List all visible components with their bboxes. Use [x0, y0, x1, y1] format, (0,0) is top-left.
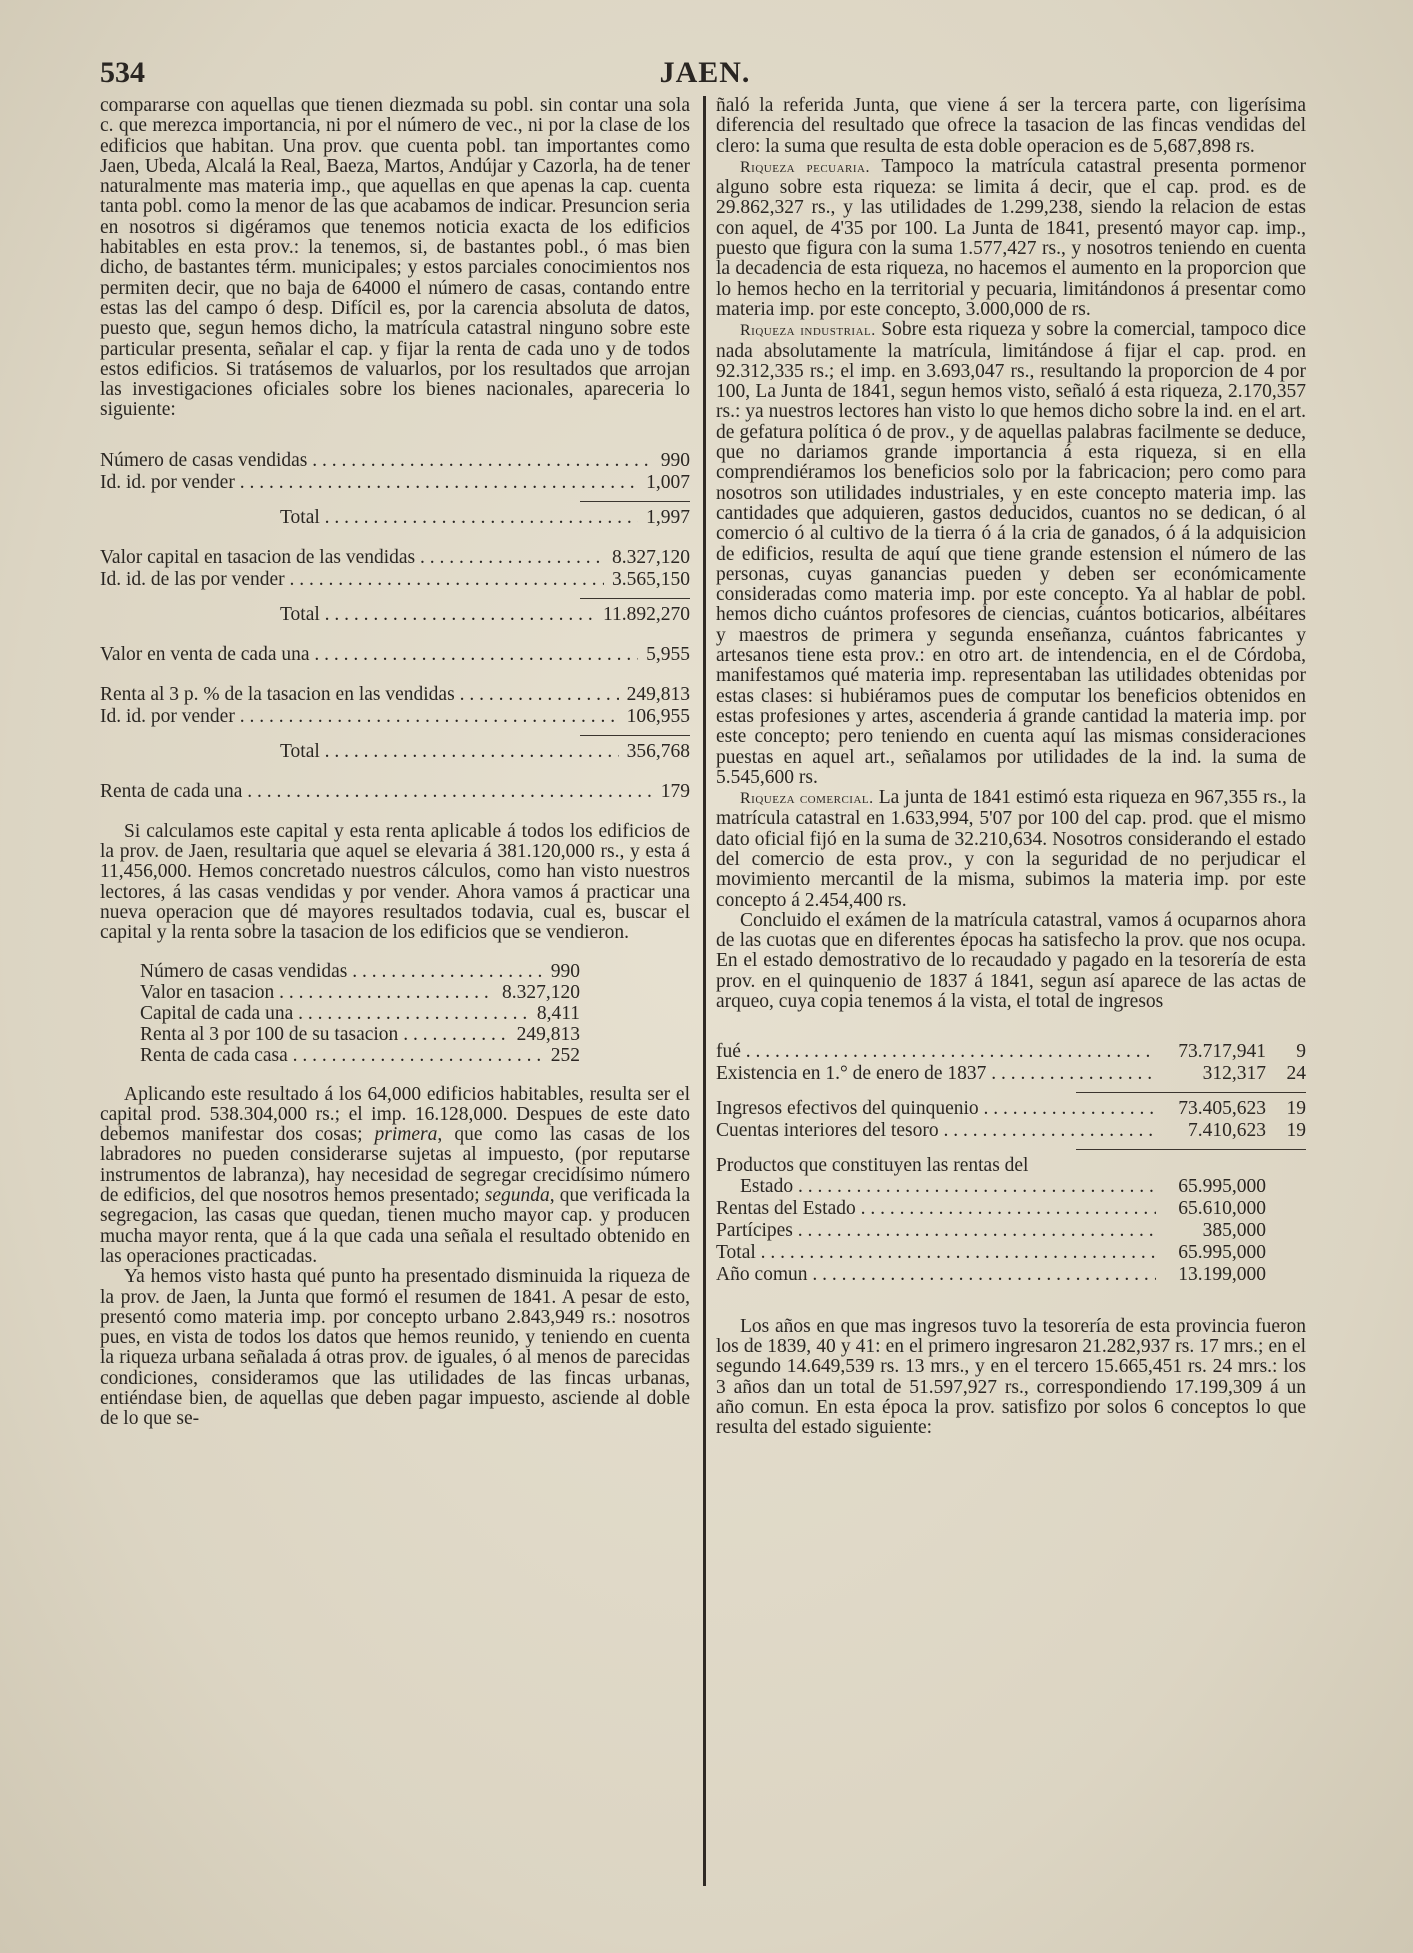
- table-row: fué . . . 73.717,941 9: [716, 1042, 1306, 1064]
- page-title: JAEN.: [659, 56, 751, 89]
- sum-rule: [1076, 1092, 1306, 1093]
- table-row: Existencia en 1.° de enero de 1837 . . . 312,317 24: [716, 1064, 1306, 1086]
- left-column: [100, 96, 690, 1430]
- table-row: Año comun . . . 13.199,000: [716, 1265, 1306, 1287]
- treasury-income-table: [716, 1042, 1306, 1150]
- table-heading: Productos que constituyen las rentas del: [716, 1155, 1029, 1177]
- right-column: [716, 96, 1306, 1438]
- table-row: Ingresos efectivos del quinquenio . . . 73.405,623 19: [716, 1099, 1306, 1121]
- paragraph: Si calculamos este capital y esta renta aplicable á todos los edificios de la prov. de Jaen, resultaria que aquel se elevaria á 381.120,000 rs., y esta á 11,456,000. Hemos concretado nuestros cálculos, como han visto nuestros lectores, á las casas vendidas y por vender. Ahora vamos á practicar una nueva operacion que dé mayores resultados todavia, cual es, buscar el capital y la renta sobre la tasacion de los edificios que se vendieron.: [100, 820, 690, 944]
- table-row: Id. id. por vender . . . 106,955: [100, 707, 690, 729]
- rent-table: [100, 685, 690, 764]
- paragraph: ñaló la referida Junta, que viene á ser la tercera parte, con ligerísima diferencia del resultado que ofrece la tasacion de las fincas vendidas del clero: la suma que resulta de esta doble operacion es de 5,687,898 rs.: [716, 95, 1306, 157]
- houses-count-table: [100, 451, 690, 530]
- table-row: Estado . . . 65.995,000: [716, 1177, 1306, 1199]
- table-row: Valor capital en tasacion de las vendidas . . . 8.327,120: [100, 548, 690, 570]
- table-row: Renta al 3 p. % de la tasacion en las vendidas . . . 249,813: [100, 685, 690, 707]
- paragraph: Ya hemos visto hasta qué punto ha presentado disminuida la riqueza de la prov. de Jaen, la Junta que formó el resumen de 1841. A pesar de esto, presentó como materia imp. por concepto urbano 2.843,949 rs.: nosotros pues, en vista de todos los datos que hemos reunido, y teniendo en cuenta la riqueza urbana señalada á otras prov. de iguales, ó al menos de parecidas condiciones, consideramos que las utilidades de las fincas urbanas, entiéndase bien, de aquellas que deben pagar impuesto, asciende al doble de lo que se-: [100, 1266, 690, 1430]
- sum-rule: [580, 501, 690, 502]
- page-number: 534: [100, 56, 145, 89]
- table-row: Valor en tasacion . . . 8.327,120: [140, 983, 580, 1004]
- table-row: Valor en venta de cada una . . . 5,955: [100, 645, 690, 667]
- paragraph: compararse con aquellas que tienen diezmada su pobl. sin contar una sola c. que merezca importancia, ni por el número de vec., ni por la clase de los edificios que habitan. Una prov. que cuenta pobl. tan importantes como Jaen, Ubeda, Alcalá la Real, Baeza, Martos, Andújar y Cazorla, ha de tener naturalmente mas materia imp., que aquellas en que apenas la cap. cuenta tanta pobl. como la menor de las que acabamos de indicar. Presuncion seria en nosotros si digéramos que tenemos noticia exacta de los edificios habitables en esta prov.: la tenemos, si, de bastantes pobl., ó mas bien dicho, de bastantes térm. municipales; y estos parciales conocimientos nos permiten decir, que no baja de 64000 el número de casas, contando entre estas las del campo ó desp. Difícil es, por la carencia absoluta de datos, puesto que, segun hemos dicho, la matrícula catastral ninguno sobre este particular presenta, señalar el cap. y fijar la renta de cada uno y de todos estos edificios. Si tratásemos de valuarlos, por los resultados que arrojan las investigaciones oficiales sobre los bienes nacionales, apareceria lo siguiente:: [100, 95, 690, 421]
- table-row: Partícipes . . . 385,000: [716, 1221, 1306, 1243]
- paragraph: Riqueza pecuaria. Tampoco la matrícula catastral presenta pormenor alguno sobre esta riqueza: se limita á decir, que el cap. prod. es de 29.862,327 rs., y las utilidades de 1.299,238, siendo la relacion de estas con aquel, de 4'35 por 100. La Junta de 1841, presentó mayor cap. imp., puesto que figura con la suma 1.577,427 rs., y nosotros teniendo en cuenta la decadencia de esta riqueza, no hacemos el aumento en la proporcion que lo hemos hecho en la territorial y pecuaria, limitándonos á presentar como materia imp. por este concepto, 3.000,000 de rs.: [716, 155, 1306, 320]
- table-row: Número de casas vendidas . . . 990: [140, 962, 580, 983]
- table-row: Capital de cada una . . . 8,411: [140, 1004, 580, 1025]
- table-row: Número de casas vendidas . . . 990: [100, 451, 690, 473]
- table-total-row: Total . . . 356,768: [100, 742, 690, 764]
- sum-rule: [1076, 1149, 1306, 1150]
- table-row: Renta al 3 por 100 de su tasacion . . . 249,813: [140, 1025, 580, 1046]
- sum-rule: [580, 598, 690, 599]
- paragraph: Riqueza industrial. Sobre esta riqueza y sobre la comercial, tampoco dice nada absolutamente la matrícula, limitándose á fijar el cap. prod. en 92.312,335 rs.; el imp. en 3.693,047 rs., resultando la proporcion de 4 por 100, La Junta de 1841, segun hemos visto, señaló á esta riqueza, 2.170,357 rs.: ya nuestros lectores han visto lo que hemos dicho sobre la ind. en el art. de gefatura política ó de prov., y de aquellas palabras facilmente se deduce, que no dariamos grande importancia á esta riqueza, si en ella comprendiéramos los beneficios solo por la fabricacion; pero como para nosotros son utilidades industriales, y en este concepto materia imp. las cantidades que adquieren, gastos deducidos, cuantos no se dedican, ó al comercio ó al cultivo de la tierra ó á la cria de ganados, ó á la adquisicion de edificios, resulta de aquí que tiene grande estension el número de las personas, cuyas ganancias pueden y deben ser económicamente consideradas como materia imp. por este concepto. Ya al hablar de pobl. hemos dicho cuántos profesores de ciencias, cuántos boticarios, albéitares y maestros de primera y segunda enseñanza, cuántos fabricantes y artesanos tiene esta prov.: en otro art. de intendencia, en el de Córdoba, manifestamos qué materia imp. representaban las utilidades obtenidas por estas clases: si hubiéramos pues de computar los beneficios obtenidos en estas profesiones y artes, ascenderia á grande cantidad la materia imp. por este concepto; pero teniendo en cuenta aquí las mismas consideraciones puestas en aquel art., señalamos por utilidades de la ind. la suma de 5.545,600 rs.: [716, 319, 1306, 788]
- table-row: Rentas del Estado . . . 65.610,000: [716, 1199, 1306, 1221]
- section-heading: Riqueza comercial.: [740, 790, 874, 808]
- table-row: Renta de cada una . . . 179: [100, 782, 690, 804]
- table-row: Total . . . 65.995,000: [716, 1243, 1306, 1265]
- page-header: [100, 56, 1310, 96]
- table-total-row: Total . . . 11.892,270: [100, 605, 690, 627]
- table-row: Renta de cada casa . . . 252: [140, 1046, 580, 1067]
- capital-value-table: [100, 548, 690, 627]
- table-total-row: Total . . . 1,997: [100, 508, 690, 530]
- section-heading: Riqueza pecuaria.: [740, 158, 871, 176]
- sum-rule: [580, 735, 690, 736]
- column-divider: [703, 96, 706, 1886]
- table-row: Id. id. de las por vender . . . 3.565,150: [100, 570, 690, 592]
- state-revenue-table: [716, 1156, 1306, 1286]
- paragraph: Los años en que mas ingresos tuvo la tesorería de esta provincia fueron los de 1839, 40 y 41: en el primero ingresaron 21.282,937 rs. 17 mrs.; en el segundo 14.649,539 rs. 13 mrs., y en el tercero 15.665,451 rs. 24 mrs.: los 3 años dan un total de 51.597,927 rs., correspondiendo 17.199,309 á un año comun. En esta época la prov. satisfizo por solos 6 conceptos lo que resulta del estado siguiente:: [716, 1315, 1306, 1439]
- sold-houses-summary-table: [140, 962, 580, 1067]
- paragraph: Aplicando este resultado á los 64,000 edificios habitables, resulta ser el capital prod. 538.304,000 rs.; el imp. 16.128,000. Despues de este dato debemos manifestar dos cosas; primera, que como las casas de los labradores no pueden considerarse sujetas al impuesto, (por reputarse instrumentos de labranza), hay necesidad de segregar crecidísimo número de edificios, del que nosotros hemos presentado; segunda, que verificada la segregacion, las casas que quedan, tienen mucho mayor cap. y producen mucha mayor renta, que á la que cada una señala el resultado obtenido en las operaciones practicadas.: [100, 1083, 690, 1267]
- section-heading: Riqueza industrial.: [740, 322, 876, 340]
- table-row: Cuentas interiores del tesoro . . . 7.410,623 19: [716, 1121, 1306, 1143]
- table-row: Id. id. por vender . . . 1,007: [100, 473, 690, 495]
- paragraph: Concluido el exámen de la matrícula catastral, vamos á ocuparnos ahora de las cuotas que en diferentes épocas ha satisfecho la prov. que nos ocupa. En el estado demostrativo de lo recaudado y pagado en la tesorería de esta prov. en el quinquenio de 1837 á 1841, segun así aparece de las actas de arqueo, cuya copia tenemos á la vista, el total de ingresos: [716, 909, 1306, 1013]
- paragraph: Riqueza comercial. La junta de 1841 estimó esta riqueza en 967,355 rs., la matrícula catastral en 1.633,994, 5'07 por 100 del cap. prod. que el mismo dato oficial fijó en la suma de 32.210,634. Nosotros considerando el estado del comercio de esta prov., y con la seguridad de no perjudicar el movimiento mercantil de la misma, subimos la materia imp. por este concepto á 2.454,400 rs.: [716, 787, 1306, 911]
